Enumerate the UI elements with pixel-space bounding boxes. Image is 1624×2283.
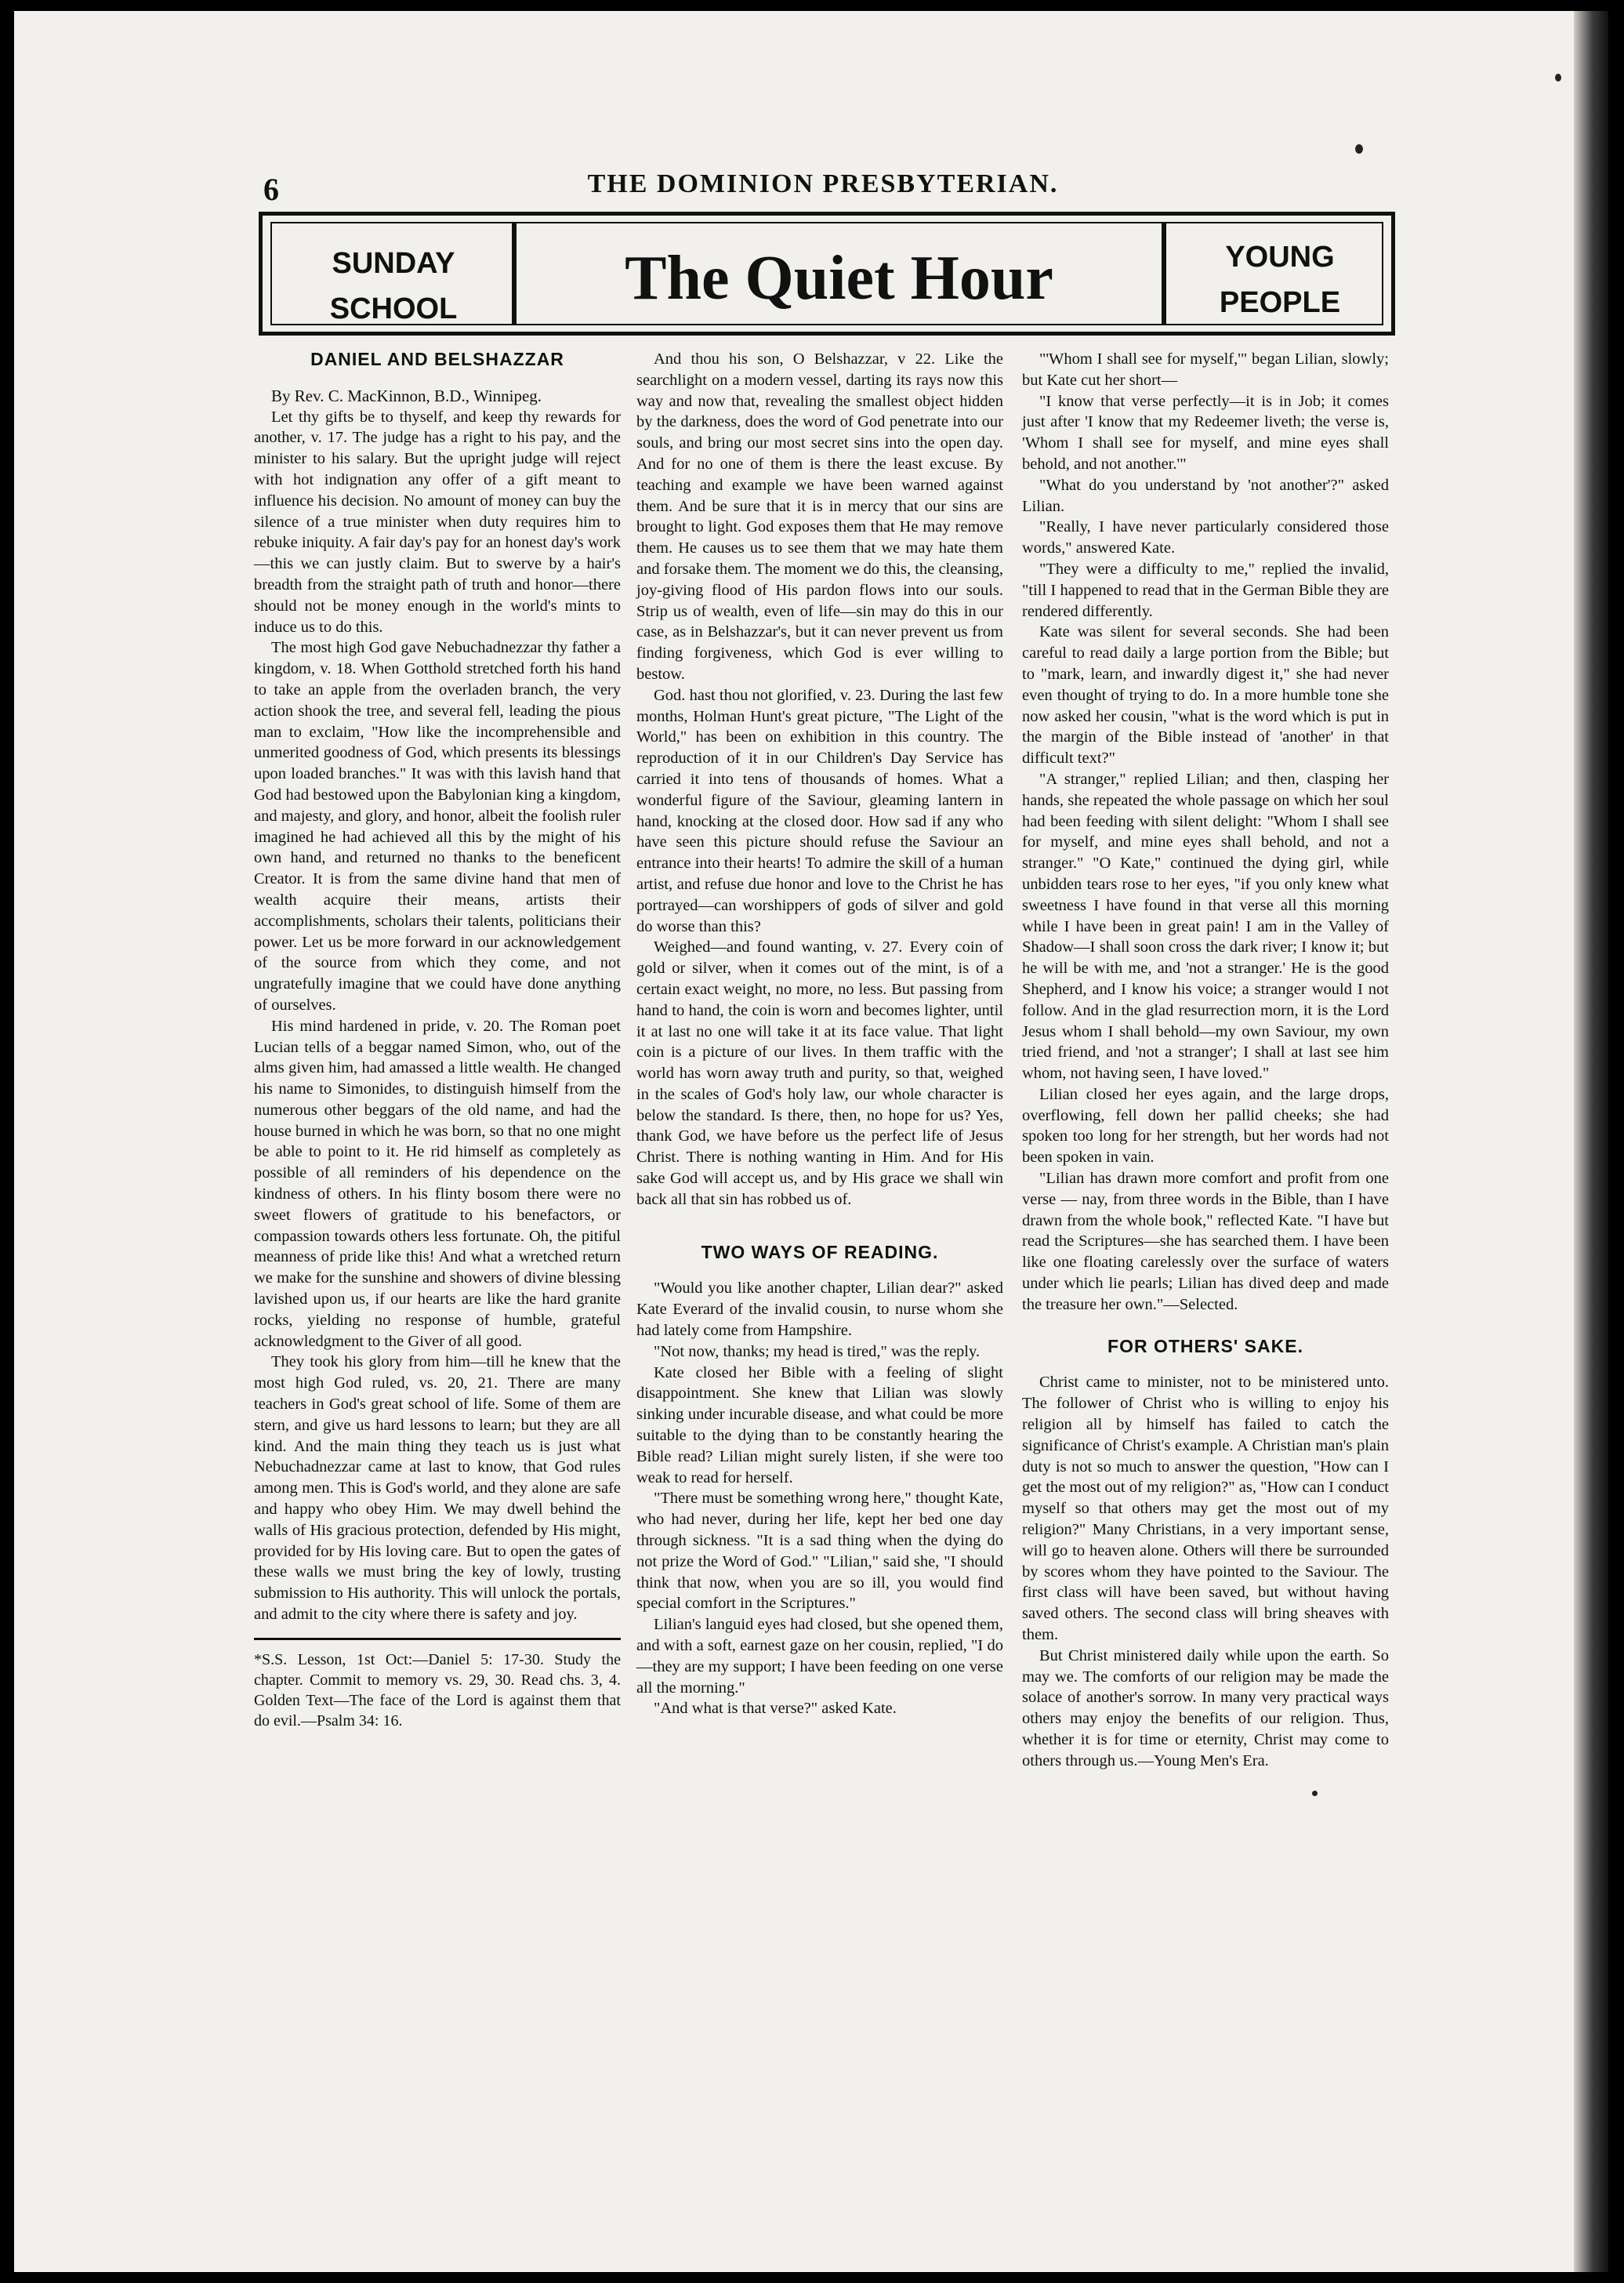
banner-left-label — [280, 241, 507, 332]
footnote-rule — [254, 1638, 621, 1640]
banner-right-label — [1166, 234, 1394, 325]
article-paragraph: God. hast thou not glorified, v. 23. During the last few months, Holman Hunt's great picture, "The Light of the World," has been on exhibition in this country. The reproduction of it in our Children's Day Service has carried it into tens of thousands of homes. What a wonderful figure of the Saviour, gleaming lantern in hand, knocking at the closed door. How sad if any who have seen this picture should refuse the Saviour an entrance into their hearts! To admire the skill of a human artist, and refuse due honor and love to the Christ he has portrayed—can worshippers of gods of silver and gold do worse than this? — [636, 686, 1003, 935]
footnote-text: *S.S. Lesson, 1st Oct:—Daniel 5: 17-30. Study the chapter. Commit to memory vs. 29, 30. Read chs. 3, 4. Golden Text—The face of the Lord is against them that do evil.—Psalm 34: 16. — [254, 1650, 621, 1729]
article-paragraph: His mind hardened in pride, v. 20. The Roman poet Lucian tells of a beggar named Simon, who, out of the alms given him, had amassed a little wealth. He changed his name to Simonides, to distinguish himself from the numerous other beggars of the old name, and had the house burned in which he was born, so that no one might be able to point to it. He rid himself as completely as possible of all reminders of his dependence on the kindness of others. In his flinty bosom there were no sweet flowers of gratitude to his benefactors, or compassion towards others less fortunate. Oh, the pitiful meanness of pride like this! And what a wretched return we make for the sunshine and showers of divine blessing lavished upon us, if our hearts are like the hard granite rocks, yielding no response of humble, grateful acknowledgment to the Giver of all good. — [254, 1017, 622, 1350]
ink-speck — [1355, 144, 1363, 154]
spacer — [636, 1210, 1003, 1242]
article-paragraph: Lilian closed her eyes again, and the large drops, overflowing, fell down her pallid cheeks; she had spoken too long for her strength, but her words had not been spoken in vain. — [1022, 1085, 1389, 1167]
banner-frame — [270, 222, 1383, 325]
article-paragraph: "What do you understand by 'not another'?" asked Lilian. — [1022, 476, 1389, 515]
article-paragraph: "And what is that verse?" asked Kate. — [654, 1700, 897, 1718]
article-paragraph: "'Whom I shall see for myself,'" began Lilian, slowly; but Kate cut her short— — [1022, 350, 1389, 389]
column-1 — [254, 349, 621, 1731]
article-paragraph: "They were a difficulty to me," replied the invalid, "till I happened to read that in the German Bible they are rendered differently. — [1022, 560, 1389, 620]
article-paragraph: "There must be something wrong here," thought Kate, who had never, during her life, kept her bed one day through sickness. "It is a sad thing when the dying do not prize the Word of God." "Lilian," said she, "I should think that now, when you are so ill, you would find special comfort in the Scriptures." — [636, 1490, 1003, 1613]
running-head — [235, 157, 1411, 207]
ink-speck — [1555, 74, 1561, 82]
article-headline: DANIEL AND BELSHAZZAR — [310, 349, 564, 369]
article-paragraph: "A stranger," replied Lilian; and then, clasping her hands, she repeated the whole passage on which her soul had been feeding with silent delight: "Whom I shall see for myself, and mine eyes shall behold, and not a stranger." "O Kate," continued the dying girl, while unbidden tears rose to her eyes, "if you only knew what sweetness I have found in that verse all this morning while I have been in great pain! I am in the Valley of Shadow—I shall soon cross the dark river; I know it; but he will be with me, and 'not a stranger.' He is the good Shepherd, and I know his voice; a stranger would I not follow. And in the glad resurrection morn, it is the Lord Jesus whom I shall behold—my own Saviour, my own tried friend, and 'not a stranger'; I shall at last see him whom, not having seen, I have loved." — [1022, 770, 1389, 1083]
banner-right-line-2: PEOPLE — [1219, 286, 1341, 319]
article-paragraph: Weighed—and found wanting, v. 27. Every coin of gold or silver, when it comes out of the mint, is of a certain exact weight, no more, no less. But passing from hand to hand, the coin is worn and becomes lighter, until it at last no one will take it at its face value. That light coin is a picture of our lives. In them traffic with the world has worn away truth and purity, so that, weighed in the scales of God's holy law, our whole character is below the standard. Is there, then, no hope for us? Yes, thank God, we have before us the perfect life of Jesus Christ. There is nothing wanting in Him. And for His sake God will accept us, and by His grace we shall win back all that sin has robbed us of. — [636, 938, 1003, 1208]
article-paragraph: They took his glory from him—till he knew that the most high God ruled, vs. 20, 21. There are many teachers in God's great school of life. Some of them are stern, and give us hard lessons to learn; but they are all kind. And the main thing they teach us is just what Nebuchadnezzar came at last to know, that God rules among men. This is God's world, and they alone are safe and happy who obey Him. We may dwell behind the walls of His gracious protection, defended by His might, provided for by His loving care. But to open the gates of these walls we must bring the key of lowly, trusting submission to His authority. This will unlock the portals, and admit to the city where there is safety and joy. — [254, 1353, 621, 1624]
article-paragraph: But Christ ministered daily while upon the earth. So may we. The comforts of our religion may be made the solace of another's sorrow. In many very practical ways others may enjoy the benefits of our religion. Thus, whether it is for time or eternity, Christ may come to others through us.—Young Men's Era. — [1022, 1646, 1389, 1769]
article-byline: By Rev. C. MacKinnon, B.D., Winnipeg. — [271, 386, 542, 405]
article-paragraph: "Not now, thanks; my head is tired," was the reply. — [654, 1342, 981, 1360]
article-paragraph: Kate was silent for several seconds. She had been careful to read daily a large portion from the Bible; but to "mark, learn, and inwardly digest it," she had never even thought of trying to do. In a more humble tone she now asked her cousin, "what is the word which is put in the margin of the Bible instead of 'another' in that difficult text?" — [1022, 623, 1389, 768]
article-paragraph: Kate closed her Bible with a feeling of slight disappointment. She knew that Lilian was slowly sinking under incurable disease, and what could be more suitable to the dying than to be constantly hearing the Bible read? Lilian might surely listen, if she were too weak to read for herself. — [636, 1363, 1003, 1486]
article-paragraph: Let thy gifts be to thyself, and keep thy rewards for another, v. 17. The judge has a right to his pay, and the minister to his salary. But the upright judge will reject with hot indignation any offer of a gift meant to influence his decision. No amount of money can buy the silence of a true minister when duty requires him to rebuke iniquity. A fair day's pay for an honest day's work—this we can justly claim. But to swerve by a hair's breadth from the straight path of truth and honor—there should not be money enough in the world's mints to induce us to do this. — [254, 408, 621, 636]
article-paragraph: "Lilian has drawn more comfort and profit from one verse — nay, from three words in the Bible, than I have drawn from the whole book," reflected Kate. "I have but read the Scriptures—she has searched them. I have been like one floating carelessly over the surface of waters under which lie pearls; Lilian has dived deep and made the treasure her own."—Selected. — [1022, 1170, 1389, 1313]
section-banner — [259, 212, 1395, 336]
banner-title: The Quiet Hour — [625, 244, 1053, 313]
article-headline: FOR OTHERS' SAKE. — [1107, 1335, 1303, 1356]
article-paragraph: And thou his son, O Belshazzar, v 22. Like the searchlight on a modern vessel, darting its rays now this way and now that, revealing the smallest object hidden by the darkness, does the word of God penetrate into our souls, and bring our most secret sins into the open day. And for no one of them is there the least excuse. By teaching and example we have been warned against them. And be sure that it is in mercy that our sins are brought to light. God exposes them that He may remove them. He causes us to see them that we may hate them and forsake them. The moment we do this, the cleansing, joy-giving flood of His pardon flows into our souls. Strip us of wealth, even of life—sin may do this in our case, as in Belshazzar's, but it can never prevent us from finding forgiveness, which God is ever willing to bestow. — [636, 350, 1003, 683]
article-paragraph: "Really, I have never particularly considered those words," answered Kate. — [1022, 518, 1389, 557]
article-paragraph: Lilian's languid eyes had closed, but she opened them, and with a soft, earnest gaze on her cousin, replied, "I do—they are my support; I have been feeding on one verse all the morning." — [636, 1616, 1003, 1697]
banner-right-line-1: YOUNG — [1225, 241, 1335, 274]
article-paragraph: The most high God gave Nebuchadnezzar thy father a kingdom, v. 18. When Gotthold stretched forth his hand to take an apple from the overladen branch, the very action shook the tree, and several fell, leading the pious man to exclaim, "How like the incomprehensible and unmerited goodness of God, which presents its blessings upon loaded branches." It was with this lavish hand that God had bestowed upon the Babylonian king a kingdom, and majesty, and glory, and honor, albeit the foolish ruler imagined he had achieved all this by the might of his own hand, and returned no thanks to the beneficent Creator. It is from the same divine hand that men of wealth acquire their means, artists their accomplishments, scholars their talents, politicians their power. Let us be more forward in our acknowledgement of the source from which they come, and not ungratefully imagine that we could have done anything of ourselves. — [254, 639, 621, 1014]
article-paragraph: "Would you like another chapter, Lilian dear?" asked Kate Everard of the invalid cousin, to nurse whom she had lately come from Hampshire. — [636, 1279, 1003, 1340]
page-number: 6 — [263, 172, 279, 207]
article-paragraph: "I know that verse perfectly—it is in Job; it comes just after 'I know that my Redeemer liveth; the verse is, 'Whom I shall see for myself, and mine eyes shall behold, and not another.'" — [1022, 392, 1389, 473]
banner-left-line-2: SCHOOL — [329, 292, 458, 325]
page-edge-shadow — [1574, 11, 1608, 2272]
column-3 — [1022, 349, 1389, 1772]
article-headline: TWO WAYS OF READING. — [701, 1241, 939, 1262]
column-2 — [636, 349, 1003, 1719]
lesson-footnote — [254, 1650, 621, 1731]
publication-title: THE DOMINION PRESBYTERIAN. — [587, 169, 1059, 198]
banner-left-line-1: SUNDAY — [332, 247, 455, 280]
newspaper-page — [235, 157, 1411, 2164]
article-paragraph: Christ came to minister, not to be ministered unto. The follower of Christ who is willing to enjoy his religion all by himself has failed to catch the significance of Christ's example. A Christian man's plain duty is not so much to answer the question, "How can I get the most out of my religion?" as, "How can I conduct myself so that others may get the most out of my religion?" Many Christians, in a very important sense, will go to heaven alone. Others will there be surrounded by scores whom they have pointed to the Saviour. The first class will have been saved, but without having saved others. The second class will bring sheaves with them. — [1022, 1374, 1389, 1644]
spacer — [1022, 1316, 1389, 1336]
